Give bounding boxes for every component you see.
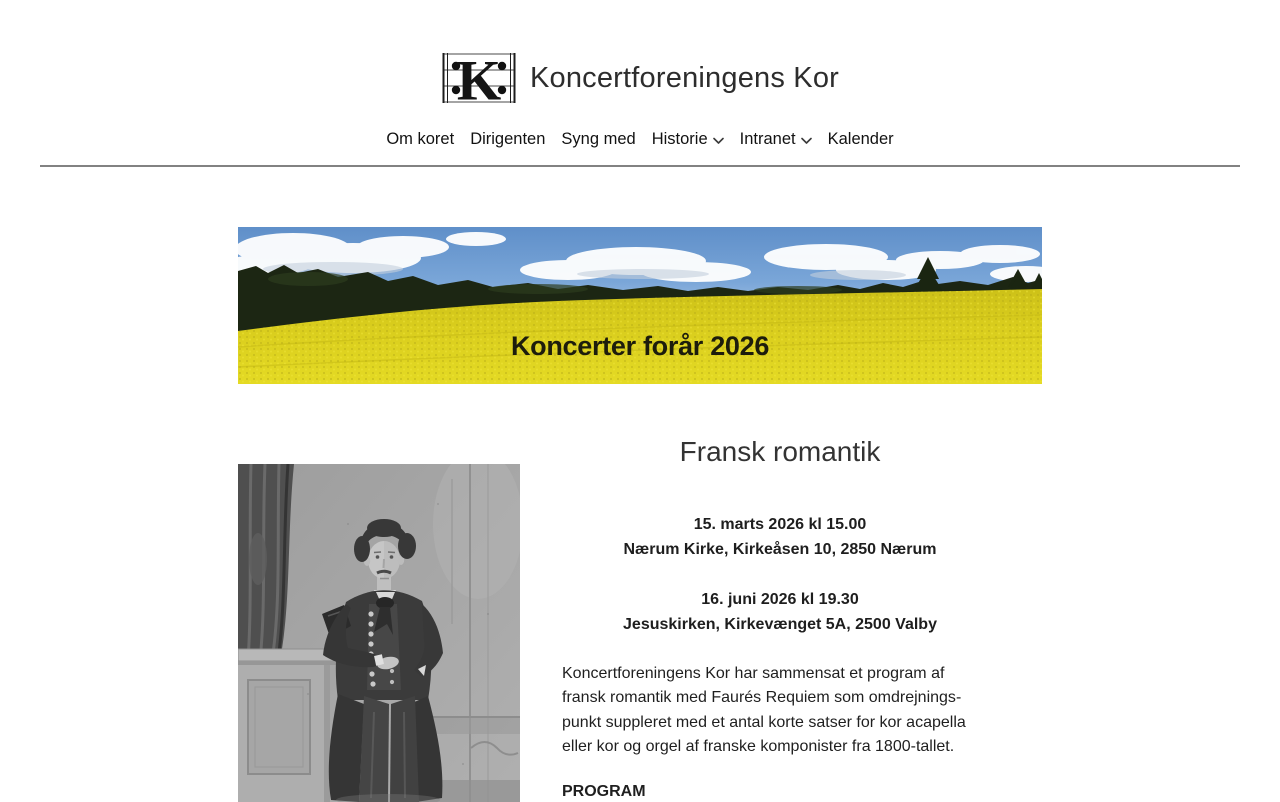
event-1-venue: Nærum Kirke, Kirkeåsen 10, 2850 Nærum — [623, 540, 937, 558]
nav-item-kalender[interactable] — [828, 130, 894, 149]
banner-image — [238, 227, 1042, 384]
event-1 — [562, 512, 998, 562]
nav-item-dirigenten[interactable] — [470, 130, 545, 149]
article-text-column — [562, 435, 998, 801]
program-heading: PROGRAM — [562, 782, 646, 800]
nav-item-syng-med[interactable] — [561, 130, 635, 149]
nav-label: Historie — [651, 130, 708, 148]
banner-caption: Koncerter forår 2026 — [510, 331, 770, 361]
nav-item-intranet[interactable] — [740, 130, 812, 149]
event-1-datetime: 15. marts 2026 kl 15.00 — [693, 515, 867, 533]
nav-item-historie[interactable] — [652, 130, 724, 149]
nav-label: Dirigenten — [470, 130, 546, 148]
logo-letter: K — [456, 53, 502, 103]
main-navigation — [0, 130, 1280, 149]
article-section — [238, 435, 1042, 802]
nav-item-om-koret[interactable] — [386, 130, 454, 149]
event-2-venue: Jesuskirken, Kirkevænget 5A, 2500 Valby — [623, 615, 937, 633]
event-2 — [562, 587, 998, 637]
young-man-portrait-illustration — [238, 464, 520, 802]
portrait-photo — [238, 464, 520, 802]
chevron-down-icon — [801, 137, 812, 145]
header-divider — [40, 165, 1240, 167]
main-content — [0, 227, 1280, 802]
article-description: Koncertforeningens Kor har sammensat et program af fransk romantik med Faurés Requiem som omdrejningspunkt suppleret med et antal korte satser for kor acapella eller kor og orgel af franske komponister fra 1800-tallet. — [562, 664, 966, 756]
chevron-down-icon — [713, 137, 724, 145]
article-title: Fransk romantik — [679, 436, 881, 467]
site-logo[interactable] — [0, 53, 1280, 103]
nav-label: Kalender — [827, 130, 894, 148]
nav-label: Intranet — [739, 130, 796, 148]
site-title: Koncertforeningens Kor — [529, 61, 840, 94]
nav-label: Om koret — [386, 130, 455, 148]
event-2-datetime: 16. juni 2026 kl 19.30 — [701, 590, 859, 608]
site-header — [0, 0, 1280, 167]
choir-logo-icon — [441, 53, 517, 103]
nav-label: Syng med — [561, 130, 636, 148]
